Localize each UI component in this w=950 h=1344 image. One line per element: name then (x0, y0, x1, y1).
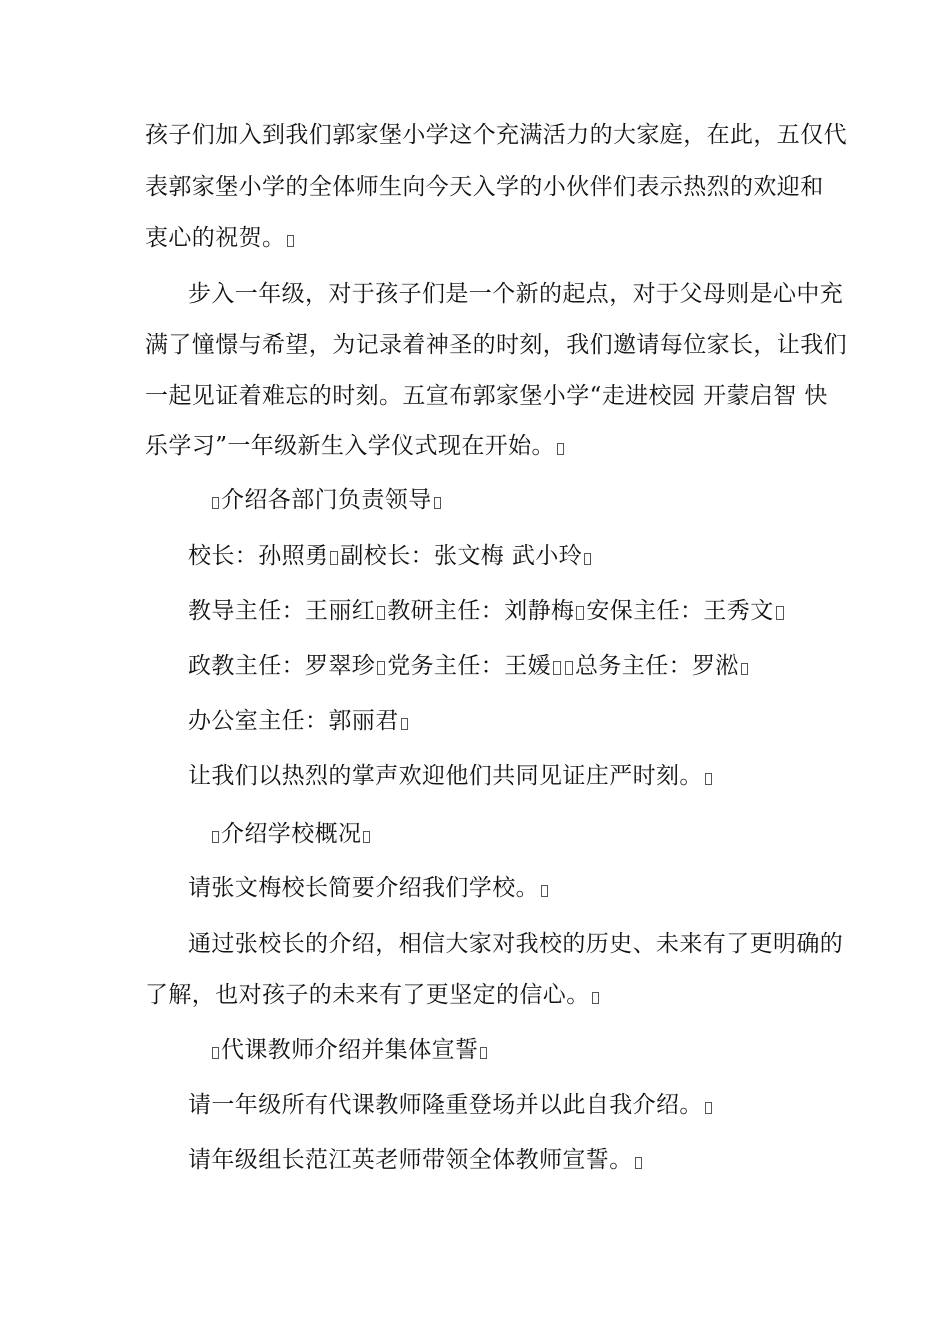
paragraph-mark-icon (480, 1047, 487, 1059)
paragraph-mark-icon (434, 497, 441, 509)
paragraph-mark-icon (705, 1102, 712, 1114)
leaders-line-2: 教导主任：王丽红 教研主任：刘静梅 安保主任：王秀文 (188, 595, 868, 627)
paragraph-2-line-2: 满了憧憬与希望，为记录着神圣的时刻，我们邀请每位家长，让我们 (145, 332, 847, 358)
paragraph-mark-icon (584, 553, 591, 565)
paragraph-mark-icon (401, 718, 408, 730)
paragraph-mark-icon (377, 606, 385, 620)
paragraph-1-line-1: 孩子们加入到我们郭家堡小学这个充满活力的大家庭，在此，五仅代 (145, 122, 847, 148)
section-heading-school: 介绍学校概况 (210, 818, 890, 850)
paragraph-1-line-2: 表郭家堡小学的全体师生向今天入学的小伙伴们表示热烈的欢迎和 (145, 174, 824, 200)
paragraph-mark-icon (212, 497, 219, 509)
paragraph-mark-icon (557, 443, 564, 455)
paragraph-mark-icon (330, 551, 338, 565)
paragraph-mark-icon (565, 661, 573, 675)
paragraph-mark-icon (592, 992, 599, 1004)
paragraph-2-line-4: 乐学习”一年级新生入学仪式现在开始。 (145, 430, 825, 462)
paragraph-mark-icon (363, 831, 370, 843)
paragraph-2-line-1: 步入一年级，对于孩子们是一个新的起点，对于父母则是心中充 (188, 281, 844, 307)
paragraph-mark-icon (287, 235, 294, 247)
paragraph-mark-icon (576, 606, 584, 620)
paragraph-mark-icon (212, 831, 219, 843)
paragraph-mark-icon (541, 885, 548, 897)
paragraph-mark-icon (635, 1157, 642, 1169)
paragraph-2-line-3: 一起见证着难忘的时刻。五宣布郭家堡小学“走进校园 开蒙启智 快 (145, 383, 828, 409)
paragraph-mark-icon (553, 661, 561, 675)
paragraph-3-line-1: 通过张校长的介绍，相信大家对我校的历史、未来有了更明确的 (188, 931, 844, 957)
section-heading-leaders: 介绍各部门负责领导 (210, 484, 890, 516)
paragraph-3-line-2: 了解，也对孩子的未来有了更坚定的信心。 (145, 979, 825, 1011)
leaders-line-1: 校长：孙照勇 副校长：张文梅 武小玲 (188, 540, 868, 572)
teachers-intro-line: 请一年级所有代课教师隆重登场并以此自我介绍。 (188, 1089, 868, 1121)
section-heading-teachers: 代课教师介绍并集体宣誓 (210, 1034, 890, 1066)
paragraph-1-line-3: 衷心的祝贺。 (145, 222, 825, 254)
paragraph-mark-icon (776, 606, 784, 620)
paragraph-mark-icon (705, 773, 712, 785)
school-intro-line: 请张文梅校长简要介绍我们学校。 (188, 872, 868, 904)
paragraph-mark-icon (741, 663, 748, 675)
paragraph-mark-icon (212, 1047, 219, 1059)
oath-line: 请年级组长范江英老师带领全体教师宣誓。 (188, 1144, 868, 1176)
leaders-line-3: 政教主任：罗翠珍 党务主任：王媛 总务主任：罗淞 (188, 650, 868, 682)
paragraph-mark-icon (377, 661, 385, 675)
leaders-line-4: 办公室主任：郭丽君 (188, 705, 868, 737)
applause-line: 让我们以热烈的掌声欢迎他们共同见证庄严时刻。 (188, 760, 868, 792)
